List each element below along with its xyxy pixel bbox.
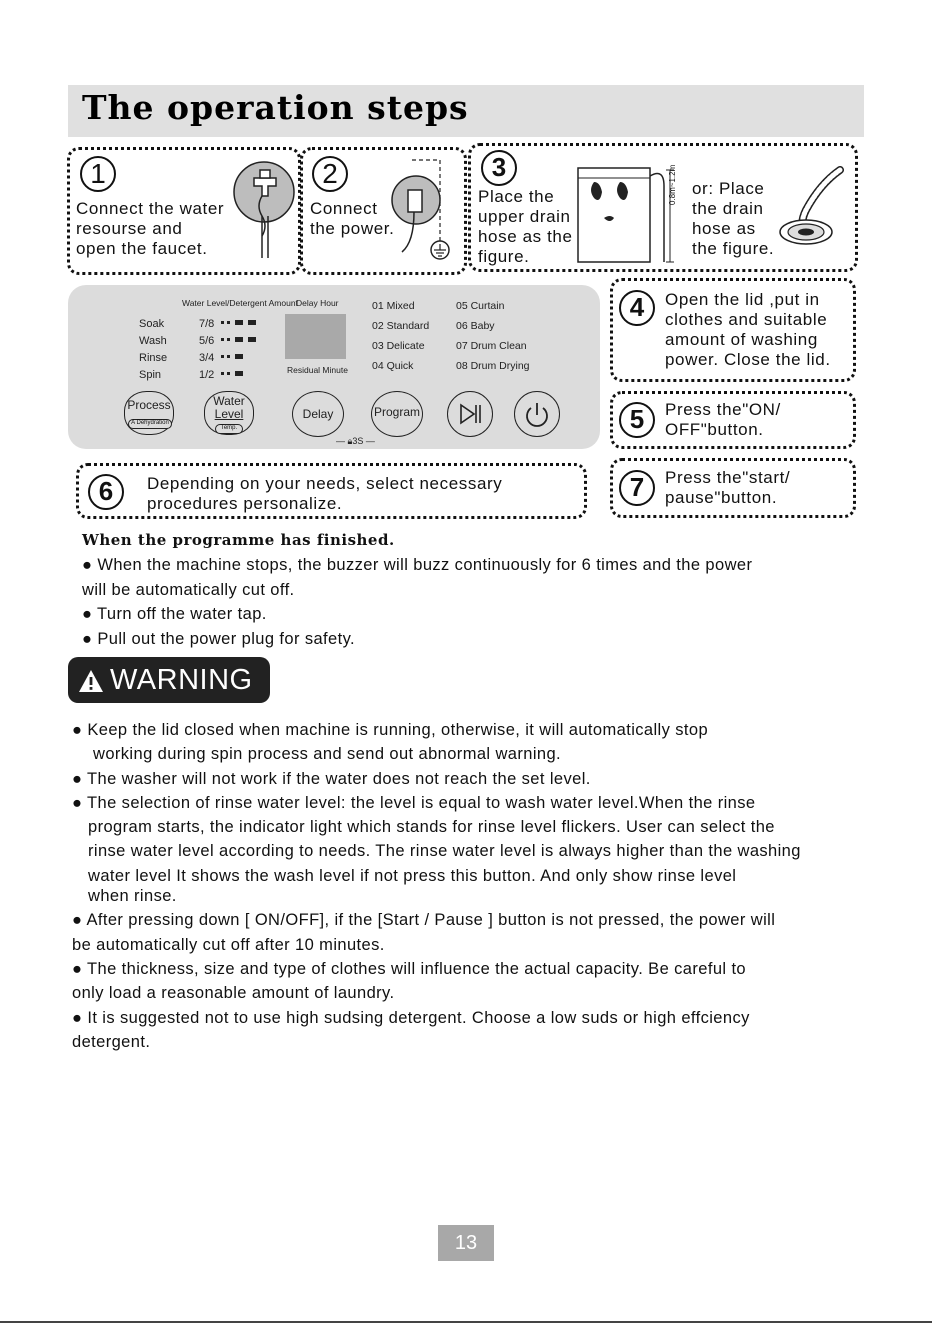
page-number: 13: [438, 1225, 494, 1261]
child-lock-label: — 🔒︎3S —: [336, 436, 375, 446]
program-list-right: 05 Curtain 06 Baby 07 Drum Clean 08 Drum Drying: [456, 300, 530, 372]
mode-list: Soak Wash Rinse Spin: [139, 318, 168, 381]
hose-height-label: 0.8m~1.2m: [668, 164, 677, 205]
step-6-text: Depending on your needs, select necessary procedures personalize.: [147, 474, 503, 513]
delay-button[interactable]: Delay: [292, 391, 344, 437]
dehydration-pill: A Dehydration: [128, 419, 172, 429]
level-list: 7/8 5/6 3/4 1/2: [199, 318, 215, 381]
lock-icon: 🔒︎: [347, 436, 353, 446]
step-4-text: Open the lid ,put in clothes and suitable amount of washing power. Close the lid.: [665, 290, 831, 369]
step-1-number: 1: [80, 156, 116, 192]
faucet-icon: [232, 156, 298, 260]
step-3-text: Place the upper drain hose as the figure.: [478, 187, 573, 266]
warning-label: WARNING: [110, 664, 253, 696]
step-7-text: Press the"start/ pause"button.: [665, 468, 791, 507]
process-button[interactable]: Process: [124, 391, 174, 435]
level-indicator-icons: [221, 318, 267, 382]
step-2-number: 2: [312, 156, 348, 192]
step-7-number: 7: [619, 470, 655, 506]
lcd-display: [285, 314, 346, 359]
power-icon: [515, 392, 559, 436]
finished-text: ● When the machine stops, the buzzer will buzz continuously for 6 times and the power will be automatically cut off. ● Turn off the water tap. ● Pull out the power plug for safety.: [82, 556, 753, 648]
step-1-text: Connect the water resourse and open the faucet.: [76, 199, 225, 258]
step-3-number: 3: [481, 150, 517, 186]
power-plug-icon: [386, 158, 466, 268]
program-list-left: 01 Mixed 02 Standard 03 Delicate 04 Quick: [372, 300, 430, 372]
water-level-header: Water Level/Detergent Amount: [182, 298, 298, 308]
finished-heading: When the programme has finished.: [82, 531, 395, 549]
start-pause-button[interactable]: [447, 391, 493, 437]
water-level-button[interactable]: Water Level: [204, 391, 254, 435]
page-title: The operation steps: [82, 88, 469, 127]
step-5-number: 5: [619, 402, 655, 438]
warning-triangle-icon: [78, 669, 104, 693]
temp-pill: Temp.: [215, 424, 243, 434]
step-2-text: Connect the power.: [310, 199, 395, 238]
warning-banner: [68, 657, 270, 703]
program-button[interactable]: Program: [371, 391, 423, 437]
floor-drain-icon: [774, 166, 850, 250]
step-4-number: 4: [619, 290, 655, 326]
power-button[interactable]: [514, 391, 560, 437]
step-3b-text: or: Place the drain hose as the figure.: [692, 179, 775, 258]
washer-hose-icon: [574, 158, 674, 266]
warning-text: ● Keep the lid closed when machine is running, otherwise, it will automatically stop working during spin process and send out abnormal warning. ● The washer will not work if the water does not reach the set level. ● The selection of rinse water level: the level is equal to wash water level.When the rinse program starts, the indicator light which stands for rinse level flickers. User can select the rinse water level according to needs. The rinse water level is always higher than the washing water level It shows the wash level if not press this button. And only show rinse level when rinse. ● After pressing down [ ON/OFF], if the [Start / Pause ] button is not pressed, the power will be automatically cut off after 10 minutes. ● The thickness, size and type of clothes will influence the actual capacity. Be careful to only load a reasonable amount of laundry. ● It is suggested not to use high sudsing detergent. Choose a low suds or high effciency detergent.: [72, 721, 801, 1051]
play-pause-icon: [448, 392, 492, 436]
delay-hour-header: Delay Hour: [296, 298, 339, 308]
step-5-text: Press the"ON/ OFF"button.: [665, 400, 781, 439]
step-6-number: 6: [88, 474, 124, 510]
residual-minute-label: Residual Minute: [287, 365, 348, 375]
